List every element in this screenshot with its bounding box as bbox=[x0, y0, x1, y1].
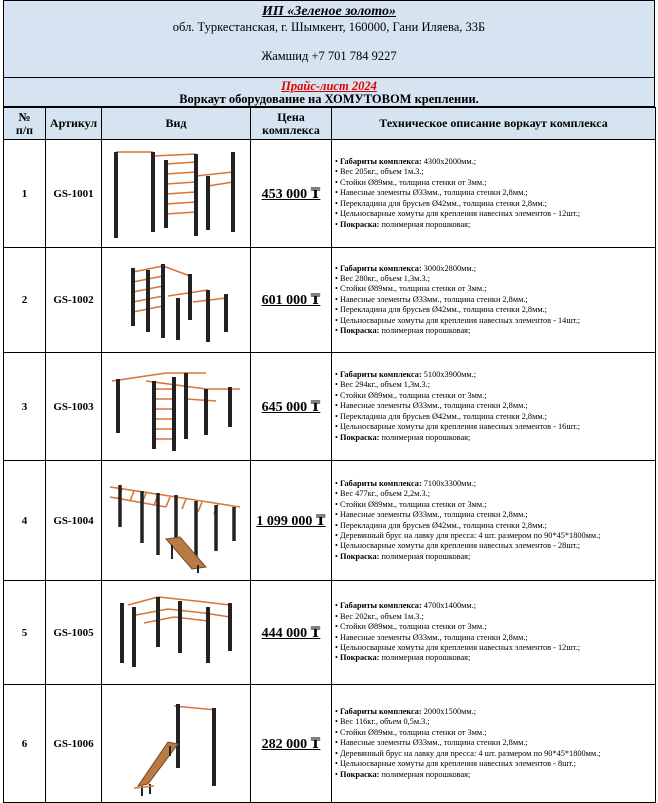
table-row bbox=[4, 248, 656, 353]
spec-line: • Покраска: полимерная порошковая; bbox=[335, 653, 471, 663]
workout-complex-illustration bbox=[108, 254, 244, 346]
spec-line: • Деревянный брус на лавку для пресса: 4 шт. размером по 90*45*1800мм.; bbox=[335, 748, 601, 758]
spec-line: • Габариты комплекса: 4700х1400мм.; bbox=[335, 601, 476, 611]
row-number: 3 bbox=[4, 353, 46, 461]
spec-line: • Цельносварные хомуты для крепления навесных элементов - 28шт.; bbox=[335, 541, 581, 551]
row-price: 282 000 ₸ bbox=[251, 685, 332, 803]
spec-line: • Габариты комплекса: 4300х2000мм.; bbox=[335, 157, 476, 167]
spec-line: • Цельносварные хомуты для крепления навесных элементов - 12шт.; bbox=[335, 642, 581, 652]
spec-line: • Перекладина для брусьев Ø42мм., толщина стенки 2,8мм.; bbox=[335, 411, 547, 421]
spec-line: • Вес 202кг., объем 1м.3.; bbox=[335, 611, 424, 621]
workout-complex-illustration bbox=[106, 467, 246, 575]
spec-line: • Покраска: полимерная порошковая; bbox=[335, 551, 471, 561]
row-description bbox=[332, 353, 656, 461]
row-description bbox=[332, 461, 656, 581]
spec-line: • Навесные элементы Ø33мм., толщина стенки 2,8мм.; bbox=[335, 294, 528, 304]
product-image bbox=[102, 685, 251, 803]
spec-line: • Цельносварные хомуты для крепления навесных элементов - 12шт.; bbox=[335, 209, 581, 219]
spec-line: • Цельносварные хомуты для крепления навесных элементов - 14шт.; bbox=[335, 315, 581, 325]
spec-line: • Вес 205кг., объем 1м.3.; bbox=[335, 167, 424, 177]
spec-line: • Навесные элементы Ø33мм., толщина стенки 2,8мм.; bbox=[335, 401, 528, 411]
workout-complex-illustration bbox=[108, 690, 244, 798]
row-number: 1 bbox=[4, 140, 46, 248]
company-name: ИП «Зеленое золото» bbox=[262, 4, 396, 19]
row-number: 2 bbox=[4, 248, 46, 353]
row-price: 453 000 ₸ bbox=[251, 140, 332, 248]
row-article: GS-1006 bbox=[46, 685, 102, 803]
col-header-desc: Техническое описание воркаут комплекса bbox=[332, 108, 656, 140]
products-table bbox=[3, 107, 656, 803]
spec-line: • Перекладина для брусьев Ø42мм., толщина стенки 2,8мм.; bbox=[335, 305, 547, 315]
row-article: GS-1002 bbox=[46, 248, 102, 353]
company-contact: Жамшид +7 701 784 9227 bbox=[261, 49, 397, 63]
spec-line: • Вес 294кг., объем 1,3м.3.; bbox=[335, 380, 431, 390]
row-description bbox=[332, 581, 656, 685]
col-header-num: № п/п bbox=[4, 108, 46, 140]
spec-line: • Цельносварные хомуты для крепления навесных элементов - 16шт.; bbox=[335, 422, 581, 432]
spec-line: • Навесные элементы Ø33мм., толщина стенки 2,8мм.; bbox=[335, 510, 528, 520]
spec-line: • Габариты комплекса: 7100х3300мм.; bbox=[335, 478, 476, 488]
row-price: 645 000 ₸ bbox=[251, 353, 332, 461]
table-row bbox=[4, 140, 656, 248]
spec-line: • Цельносварные хомуты для крепления навесных элементов - 8шт.; bbox=[335, 759, 576, 769]
spec-line: • Габариты комплекса: 5100х3900мм.; bbox=[335, 370, 476, 380]
price-list-title bbox=[3, 78, 655, 107]
table-row bbox=[4, 353, 656, 461]
spec-line: • Покраска: полимерная порошковая; bbox=[335, 219, 471, 229]
row-article: GS-1004 bbox=[46, 461, 102, 581]
spec-line: • Навесные элементы Ø33мм., толщина стенки 2,8мм.; bbox=[335, 632, 528, 642]
spec-line: • Габариты комплекса: 3000х2800мм.; bbox=[335, 263, 476, 273]
spec-line: • Стойки Ø89мм., толщина стенки от 3мм.; bbox=[335, 284, 487, 294]
spec-line: • Вес 477кг., объем 2,2м.3.; bbox=[335, 489, 431, 499]
spec-line: • Вес 116кг., объем 0,5м.3.; bbox=[335, 717, 430, 727]
col-header-article: Артикул bbox=[46, 108, 102, 140]
row-number: 4 bbox=[4, 461, 46, 581]
workout-complex-illustration bbox=[106, 359, 246, 455]
workout-complex-illustration bbox=[108, 587, 244, 679]
row-description bbox=[332, 248, 656, 353]
product-image bbox=[102, 248, 251, 353]
row-description bbox=[332, 140, 656, 248]
price-list-heading: Прайс-лист 2024 bbox=[281, 79, 377, 93]
spec-line: • Покраска: полимерная порошковая; bbox=[335, 326, 471, 336]
row-price: 1 099 000 ₸ bbox=[251, 461, 332, 581]
row-number: 5 bbox=[4, 581, 46, 685]
table-row bbox=[4, 461, 656, 581]
table-row bbox=[4, 581, 656, 685]
spec-line: • Перекладина для брусьев Ø42мм., толщина стенки 2,8мм.; bbox=[335, 520, 547, 530]
row-article: GS-1001 bbox=[46, 140, 102, 248]
spec-line: • Покраска: полимерная порошковая; bbox=[335, 432, 471, 442]
company-address: обл. Туркестанская, г. Шымкент, 160000, Гани Иляева, 33Б bbox=[172, 20, 486, 34]
row-article: GS-1005 bbox=[46, 581, 102, 685]
col-header-view: Вид bbox=[102, 108, 251, 140]
spec-line: • Навесные элементы Ø33мм., толщина стенки 2,8мм.; bbox=[335, 188, 528, 198]
product-image bbox=[102, 461, 251, 581]
spec-line: • Навесные элементы Ø33мм., толщина стенки 2,8мм.; bbox=[335, 738, 528, 748]
spec-line: • Стойки Ø89мм., толщина стенки от 3мм.; bbox=[335, 727, 487, 737]
row-number: 6 bbox=[4, 685, 46, 803]
spec-line: • Стойки Ø89мм., толщина стенки от 3мм.; bbox=[335, 499, 487, 509]
row-price: 601 000 ₸ bbox=[251, 248, 332, 353]
spec-line: • Габариты комплекса: 2000х1500мм.; bbox=[335, 707, 476, 717]
row-description bbox=[332, 685, 656, 803]
spec-line: • Стойки Ø89мм., толщина стенки от 3мм.; bbox=[335, 390, 487, 400]
company-header bbox=[3, 0, 655, 78]
spec-line: • Стойки Ø89мм., толщина стенки от 3мм.; bbox=[335, 622, 487, 632]
col-header-price: Цена комплекса bbox=[251, 108, 332, 140]
price-sheet bbox=[3, 0, 655, 803]
table-header-row bbox=[4, 108, 656, 140]
product-image bbox=[102, 353, 251, 461]
workout-complex-illustration bbox=[108, 146, 244, 242]
spec-line: • Деревянный брус на лавку для пресса: 4 шт. размером по 90*45*1800мм.; bbox=[335, 530, 601, 540]
row-article: GS-1003 bbox=[46, 353, 102, 461]
spec-line: • Вес 280кг., объем 1,3м.3.; bbox=[335, 273, 431, 283]
table-row bbox=[4, 685, 656, 803]
spec-line: • Покраска: полимерная порошковая; bbox=[335, 769, 471, 779]
product-image bbox=[102, 140, 251, 248]
spec-line: • Стойки Ø89мм., толщина стенки от 3мм.; bbox=[335, 177, 487, 187]
product-image bbox=[102, 581, 251, 685]
price-list-subtitle: Воркаут оборудование на ХОМУТОВОМ креплении. bbox=[179, 92, 479, 106]
spec-line: • Перекладина для брусьев Ø42мм., толщина стенки 2,8мм.; bbox=[335, 198, 547, 208]
row-price: 444 000 ₸ bbox=[251, 581, 332, 685]
